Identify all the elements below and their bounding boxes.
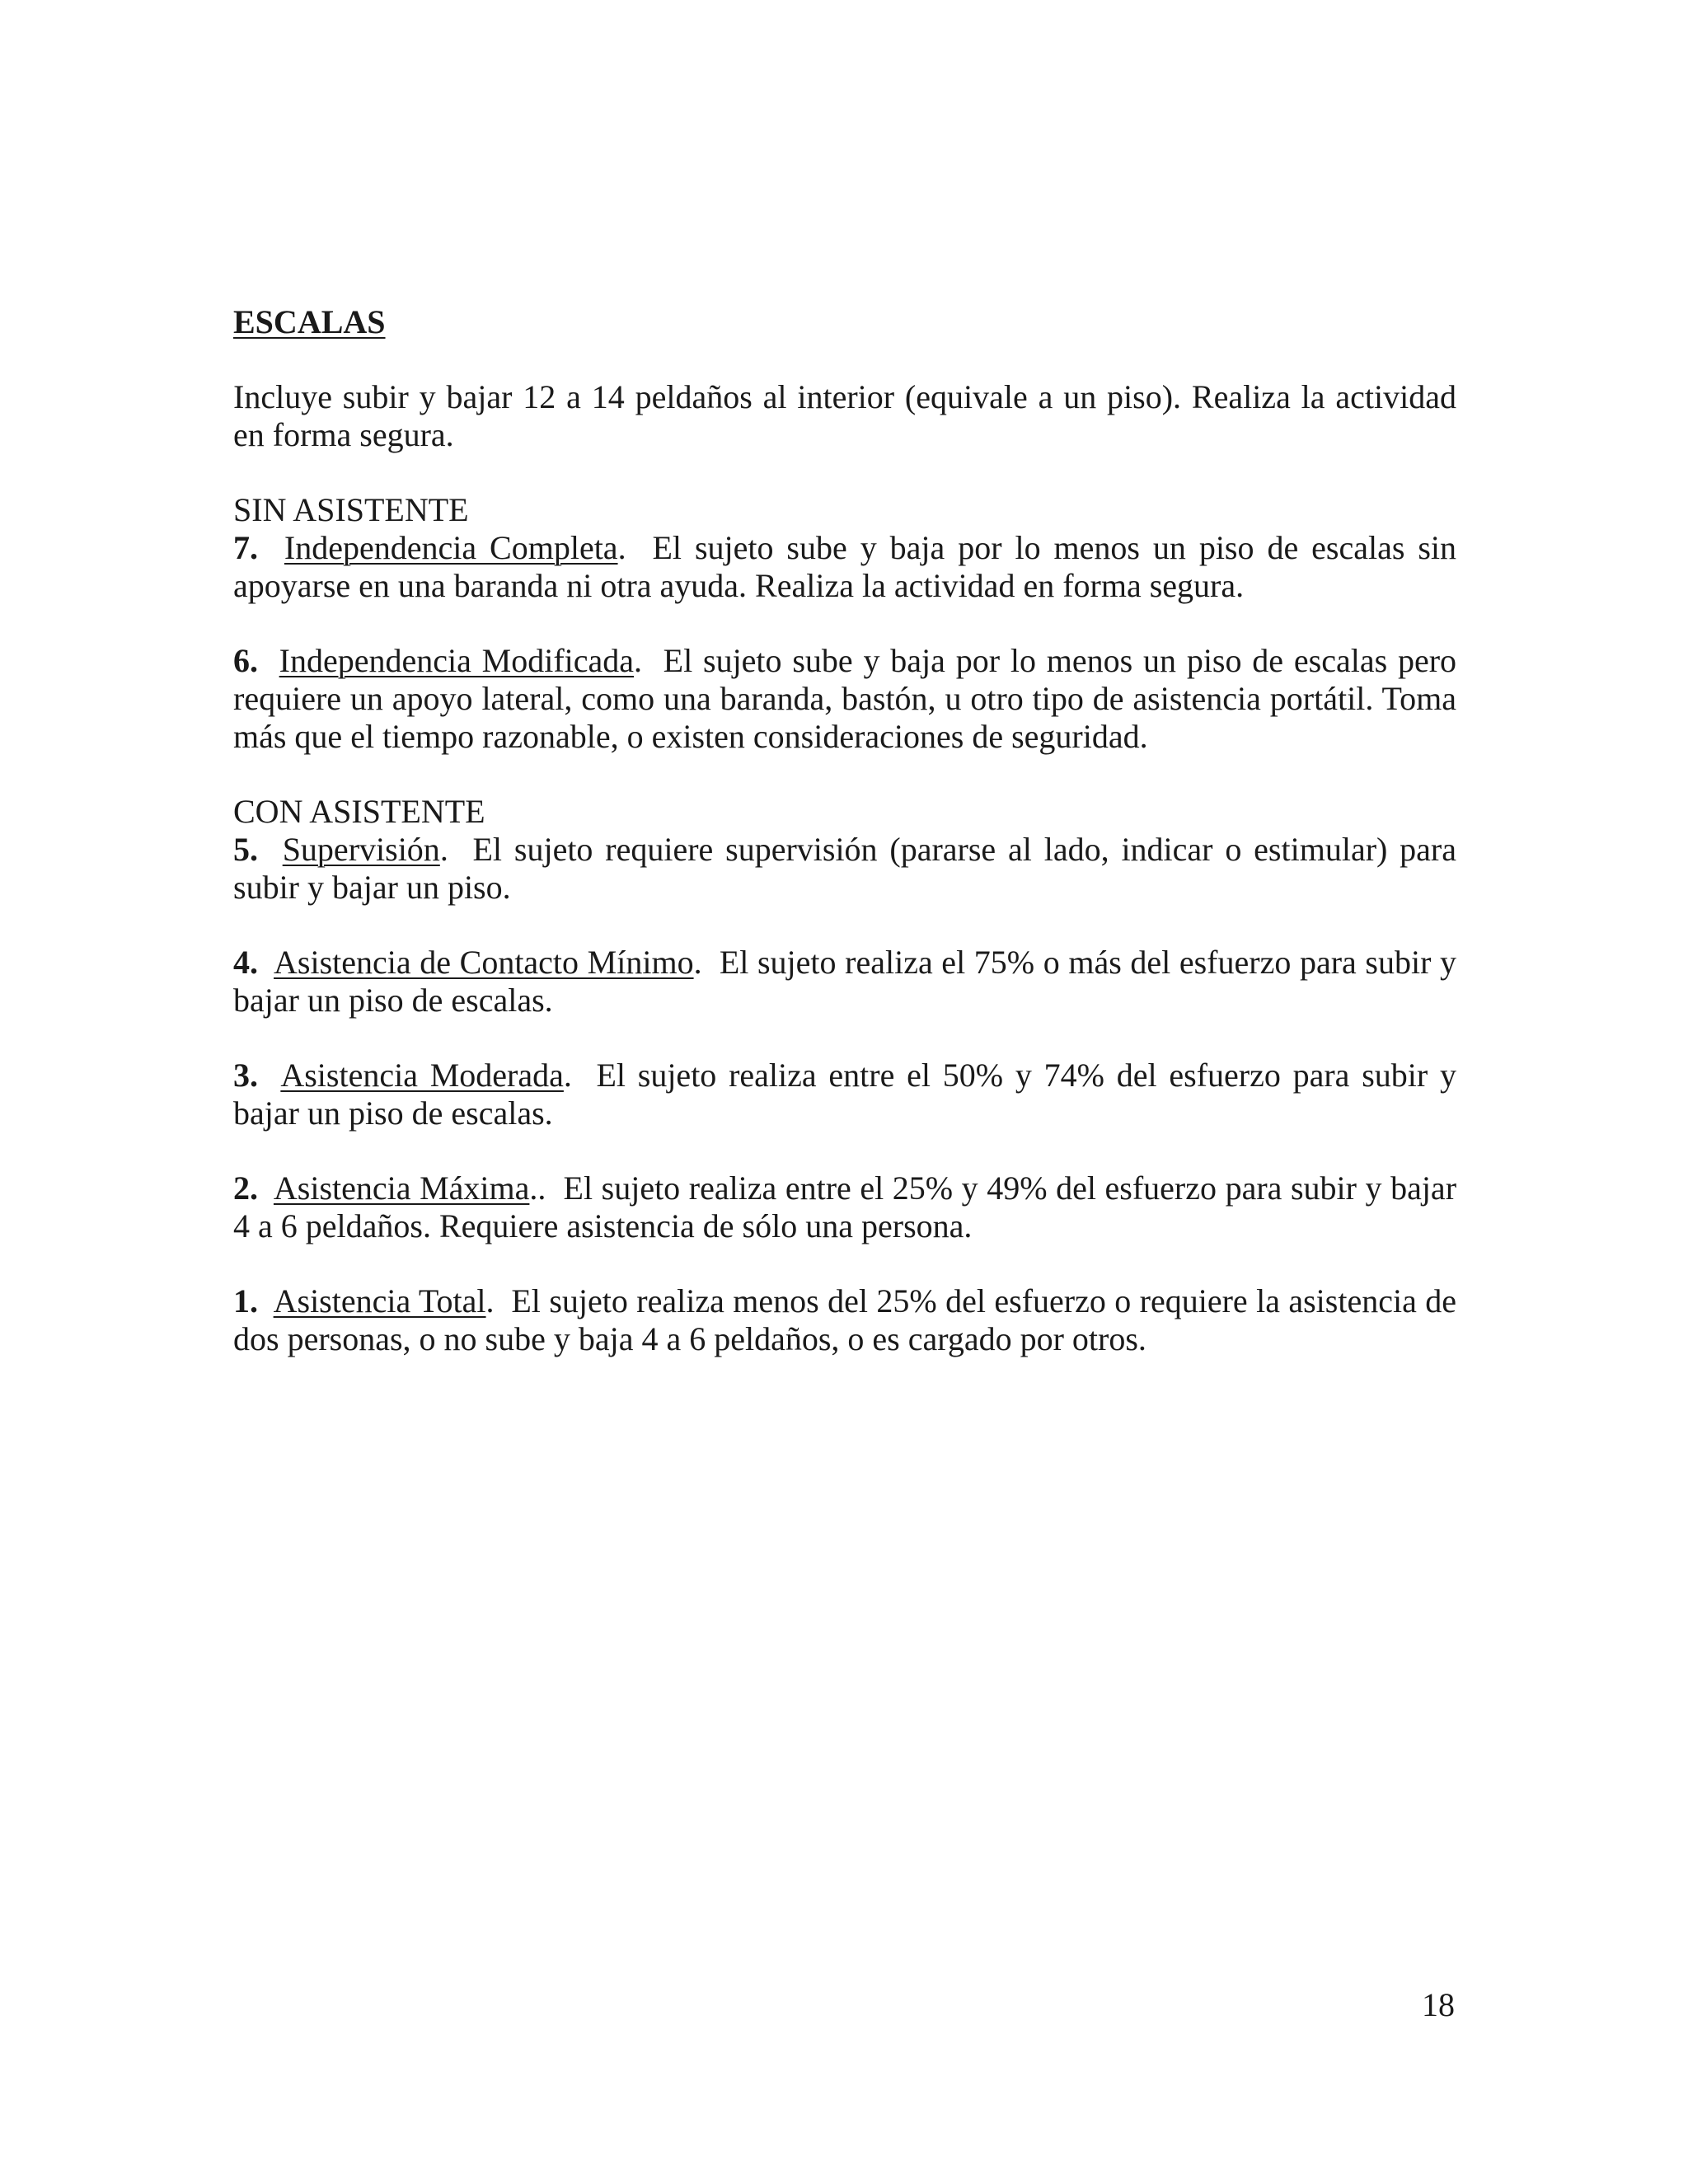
level-number: 5. (233, 831, 258, 868)
level-name-suffix: .. (529, 1169, 546, 1207)
level-3 (233, 1057, 1456, 1132)
level-4 (233, 944, 1456, 1019)
level-name: Supervisión (282, 831, 440, 868)
level-name-suffix: . (439, 831, 448, 868)
level-number: 4. (233, 944, 258, 981)
level-number: 3. (233, 1057, 258, 1094)
level-2 (233, 1169, 1456, 1245)
level-name-suffix: . (693, 944, 702, 981)
level-description: El sujeto realiza entre el 50% y 74% del esfuerzo para subir y bajar un piso de escalas. (233, 1057, 1456, 1132)
level-number: 6. (233, 642, 258, 679)
level-description: El sujeto realiza el 75% o más del esfuerzo para subir y bajar un piso de escalas. (233, 944, 1457, 1019)
level-name: Independencia Modificada (279, 642, 635, 679)
level-name: Asistencia de Contacto Mínimo (274, 944, 694, 981)
level-7 (233, 529, 1456, 605)
level-6 (233, 642, 1456, 756)
level-5 (233, 831, 1456, 907)
level-name-suffix: . (485, 1282, 495, 1319)
level-name: Asistencia Máxima (273, 1169, 530, 1207)
level-description: El sujeto realiza menos del 25% del esfuerzo o requiere la asistencia de dos personas, o no sube y baja 4 a 6 peldaños, o es cargado por otros. (233, 1282, 1456, 1357)
group-label-con-asistente: CON ASISTENTE (233, 793, 485, 830)
level-number: 7. (233, 529, 258, 566)
level-name: Independencia Completa (284, 529, 618, 566)
level-description: El sujeto sube y baja por lo menos un piso de escalas sin apoyarse en una baranda ni otra ayuda. Realiza la actividad en forma segura. (233, 529, 1457, 604)
level-description: El sujeto sube y baja por lo menos un piso de escalas pero requiere un apoyo lateral, como una baranda, bastón, u otro tipo de asistencia portátil. Toma más que el tiempo razonable, o existen consideraciones de seguridad. (233, 642, 1457, 755)
level-name-suffix: . (634, 642, 643, 679)
level-description: El sujeto realiza entre el 25% y 49% del esfuerzo para subir y bajar 4 a 6 peldaños. Requiere asistencia de sólo una persona. (233, 1169, 1457, 1244)
level-name: Asistencia Moderada (280, 1057, 564, 1094)
level-number: 2. (233, 1169, 258, 1207)
level-name-suffix: . (563, 1057, 572, 1094)
level-1 (233, 1282, 1456, 1358)
level-name-suffix: . (617, 529, 626, 566)
page-number: 18 (1422, 1986, 1455, 2023)
page-content (233, 303, 1456, 1358)
level-description: El sujeto requiere supervisión (pararse al lado, indicar o estimular) para subir y bajar un piso. (233, 831, 1457, 906)
level-name: Asistencia Total (273, 1282, 486, 1319)
section-title: ESCALAS (233, 303, 386, 340)
intro-paragraph: Incluye subir y bajar 12 a 14 peldaños al interior (equivale a un piso). Realiza la actividad en forma segura. (233, 378, 1456, 453)
group-label-sin-asistente: SIN ASISTENTE (233, 491, 469, 528)
level-number: 1. (233, 1282, 258, 1319)
